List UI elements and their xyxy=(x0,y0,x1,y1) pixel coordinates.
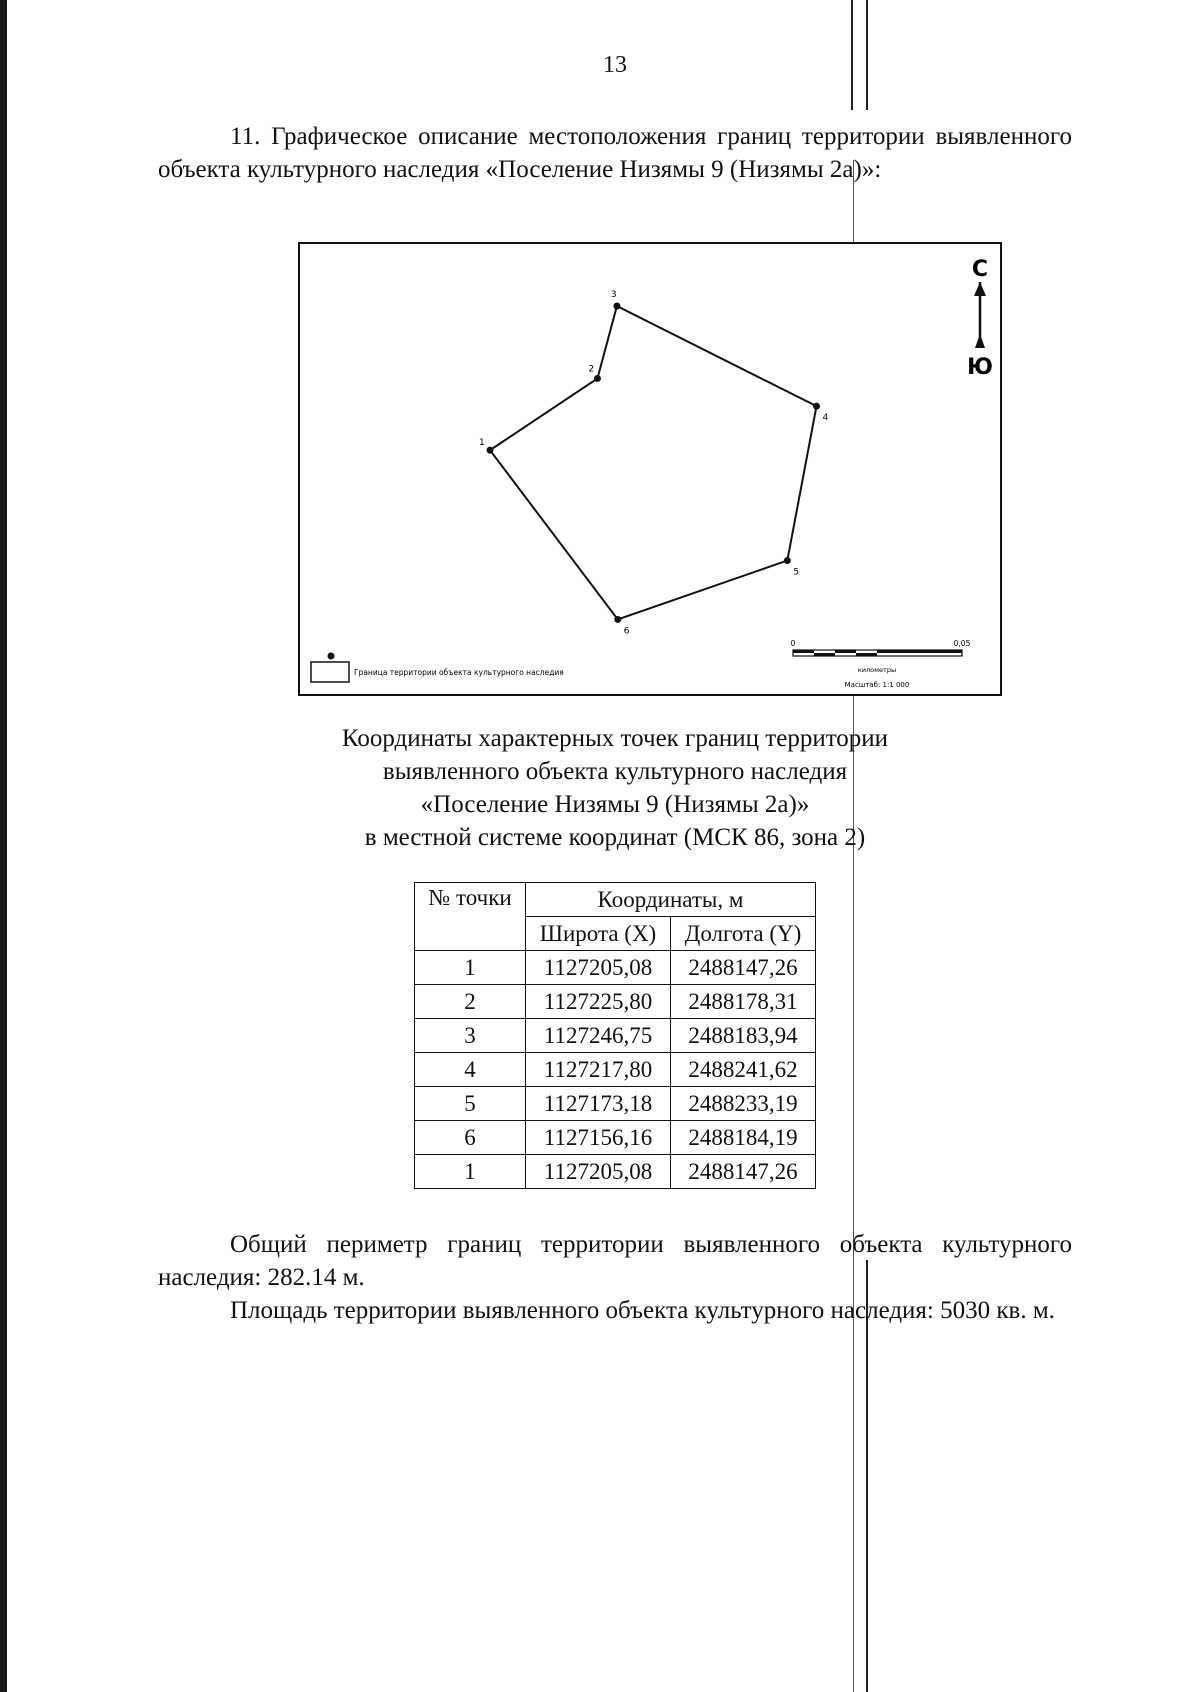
legend-point-icon xyxy=(328,653,335,660)
legend-boundary-icon xyxy=(311,662,349,682)
scale-max: 0,05 xyxy=(953,639,971,648)
cell-x: 1127225,80 xyxy=(526,985,671,1019)
cell-num: 1 xyxy=(415,951,526,985)
table-row xyxy=(415,951,816,985)
table-row xyxy=(415,1019,816,1053)
caption-line: выявленного объекта культурного наследия xyxy=(382,758,848,785)
cell-x: 1127246,75 xyxy=(526,1019,671,1053)
caption-line: «Поселение Низямы 9 (Низямы 2а)» xyxy=(420,791,810,818)
section-heading: 11. Графическое описание местоположения границ территории выявленного объекта культурного наследия «Поселение Низямы 9 (Низямы 2а)»: xyxy=(158,123,1072,183)
scale-seg xyxy=(856,653,877,656)
boundary-points xyxy=(479,290,828,636)
coordinates-table xyxy=(414,882,816,1189)
boundary-point xyxy=(594,375,601,382)
table-row xyxy=(415,1053,816,1087)
cell-num: 2 xyxy=(415,985,526,1019)
boundary-point xyxy=(813,403,820,410)
north-label: С xyxy=(971,257,989,282)
boundary-polygon xyxy=(490,306,816,619)
table-row xyxy=(415,985,816,1019)
boundary-point-label: 3 xyxy=(610,290,617,300)
scale-seg xyxy=(835,650,856,653)
scale-seg xyxy=(877,650,962,653)
cell-x: 1127217,80 xyxy=(526,1053,671,1087)
boundary-point-label: 2 xyxy=(588,364,595,375)
boundary-point xyxy=(614,616,621,623)
legend-label: Граница территории объекта культурного наследия xyxy=(354,668,564,677)
arrow-tail-icon xyxy=(975,334,985,348)
cell-x: 1127205,08 xyxy=(526,1155,671,1189)
boundary-map xyxy=(298,242,1002,696)
boundary-point-label: 1 xyxy=(479,438,485,449)
header-latitude: Широта (X) xyxy=(526,917,671,951)
south-label: Ю xyxy=(967,355,993,380)
header-longitude: Долгота (Y) xyxy=(671,917,816,951)
cell-x: 1127156,16 xyxy=(526,1121,671,1155)
header-point-number: № точки xyxy=(415,883,526,951)
boundary-point xyxy=(784,557,791,564)
boundary-point-label: 4 xyxy=(822,413,829,424)
map-canvas xyxy=(300,244,1000,694)
page-number: 13 xyxy=(603,52,627,78)
caption-line: Координаты характерных точек границ территории xyxy=(341,725,889,752)
cell-y: 2488147,26 xyxy=(671,1155,816,1189)
caption-line: в местной системе координат (МСК 86, зона 2) xyxy=(364,824,866,851)
table-row xyxy=(415,1121,816,1155)
cell-num: 6 xyxy=(415,1121,526,1155)
scan-left-edge xyxy=(0,0,7,1692)
cell-num: 5 xyxy=(415,1087,526,1121)
table-row xyxy=(415,1087,816,1121)
header-coordinates: Координаты, м xyxy=(526,883,816,917)
scale-zero: 0 xyxy=(790,639,796,648)
perimeter-text: Общий периметр границ территории выявленного объекта культурного наследия: 282.14 м. xyxy=(158,1231,1072,1291)
arrow-head-icon xyxy=(974,282,986,296)
table-caption xyxy=(158,722,1072,854)
scale-unit: километры xyxy=(857,666,897,674)
cell-y: 2488241,62 xyxy=(671,1053,816,1087)
cell-num: 1 xyxy=(415,1155,526,1189)
boundary-point-label: 6 xyxy=(623,626,630,637)
cell-x: 1127173,18 xyxy=(526,1087,671,1121)
cell-x: 1127205,08 xyxy=(526,951,671,985)
cell-y: 2488178,31 xyxy=(671,985,816,1019)
cell-y: 2488147,26 xyxy=(671,951,816,985)
scale-bar xyxy=(791,639,971,689)
boundary-point xyxy=(487,447,494,454)
cell-y: 2488184,19 xyxy=(671,1121,816,1155)
scale-text: Масштаб: 1:1 000 xyxy=(844,681,910,689)
cell-num: 4 xyxy=(415,1053,526,1087)
area-text: Площадь территории выявленного объекта культурного наследия: 5030 кв. м. xyxy=(230,1297,1055,1324)
scale-seg xyxy=(793,650,814,653)
boundary-point-label: 5 xyxy=(793,567,800,578)
cell-y: 2488233,19 xyxy=(671,1087,816,1121)
cell-y: 2488183,94 xyxy=(671,1019,816,1053)
map-legend xyxy=(311,653,564,683)
table-row xyxy=(415,1155,816,1189)
cell-num: 3 xyxy=(415,1019,526,1053)
boundary-point xyxy=(613,303,620,310)
north-arrow xyxy=(967,257,993,380)
scale-seg xyxy=(814,653,835,656)
